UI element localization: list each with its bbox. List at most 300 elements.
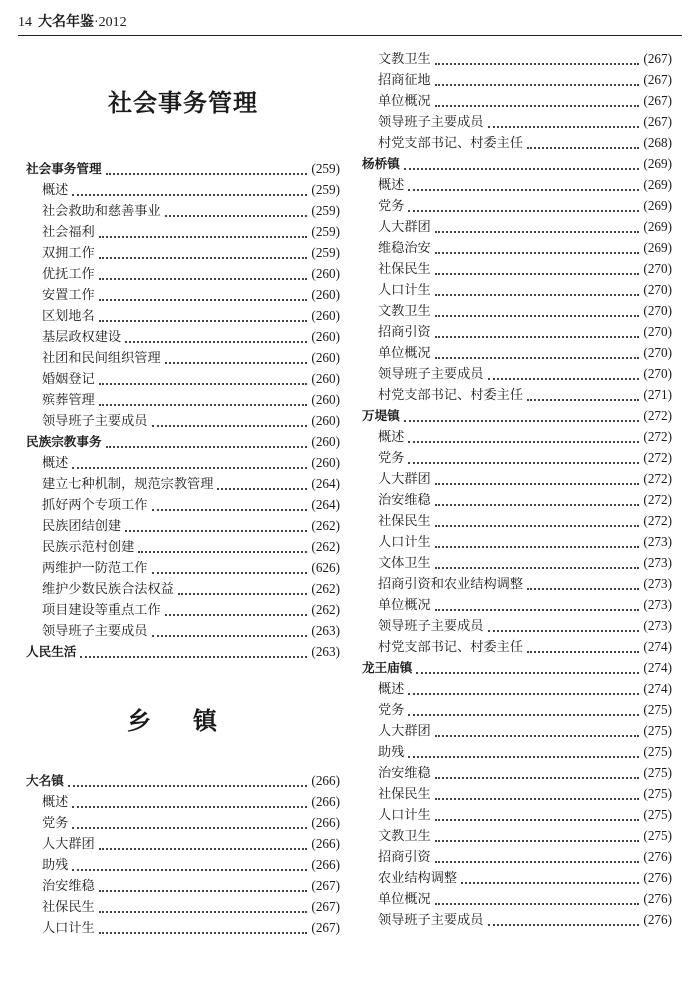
entry-title: 人口计生 xyxy=(378,283,431,298)
dot-leader xyxy=(435,475,640,485)
toc-entry[interactable] xyxy=(26,620,340,641)
entry-page-number: (270) xyxy=(643,303,672,318)
entry-title: 领导班子主要成员 xyxy=(378,619,484,634)
entry-title: 婚姻登记 xyxy=(42,372,95,387)
entry-title: 概述 xyxy=(378,430,405,445)
dot-leader xyxy=(488,622,640,632)
toc-entry[interactable] xyxy=(362,825,672,846)
dot-leader xyxy=(99,291,308,301)
entry-page-number: (259) xyxy=(311,182,340,197)
dot-leader xyxy=(435,517,640,527)
entry-title: 人民生活 xyxy=(26,644,77,659)
entry-title: 民族团结创建 xyxy=(42,519,122,534)
entry-title: 文教卫生 xyxy=(378,52,431,67)
entry-page-number: (273) xyxy=(643,597,672,612)
dot-leader xyxy=(488,370,640,380)
entry-title: 单位概况 xyxy=(378,598,431,613)
toc-entry[interactable] xyxy=(26,389,340,410)
entry-title: 招商引资和农业结构调整 xyxy=(378,577,524,592)
entry-page-number: (270) xyxy=(643,324,672,339)
dot-leader xyxy=(152,417,308,427)
toc-entry[interactable] xyxy=(26,305,340,326)
entry-page-number: (269) xyxy=(643,240,672,255)
entry-title: 人大群团 xyxy=(42,837,95,852)
entry-title: 大名镇 xyxy=(26,773,64,788)
entry-title: 社会福利 xyxy=(42,225,95,240)
dot-leader xyxy=(72,861,307,871)
entry-title: 文体卫生 xyxy=(378,556,431,571)
entry-page-number: (262) xyxy=(311,602,340,617)
entry-page-number: (259) xyxy=(311,224,340,239)
dot-leader xyxy=(435,559,640,569)
left-column xyxy=(26,48,340,938)
toc-heading-entry[interactable] xyxy=(26,770,340,791)
toc-entry[interactable] xyxy=(26,896,340,917)
entry-title: 社会事务管理 xyxy=(26,161,102,176)
dot-leader xyxy=(435,601,640,611)
dot-leader xyxy=(178,585,308,595)
toc-entry[interactable] xyxy=(26,578,340,599)
dot-leader xyxy=(527,139,639,149)
entry-title: 村党支部书记、村委主任 xyxy=(378,640,524,655)
entry-title: 助残 xyxy=(378,745,405,760)
entry-title: 党务 xyxy=(42,816,69,831)
entry-page-number: (260) xyxy=(311,455,340,470)
dot-leader xyxy=(527,643,639,653)
entry-page-number: (267) xyxy=(643,93,672,108)
entry-title: 杨桥镇 xyxy=(362,156,400,171)
dot-leader xyxy=(435,265,640,275)
entry-title: 村党支部书记、村委主任 xyxy=(378,388,524,403)
entry-title: 文教卫生 xyxy=(378,829,431,844)
entry-title: 领导班子主要成员 xyxy=(42,414,148,429)
toc-entry[interactable] xyxy=(26,347,340,368)
toc-entry[interactable] xyxy=(362,573,672,594)
section-title-townships: 乡镇 xyxy=(127,707,259,735)
entry-page-number: (267) xyxy=(643,51,672,66)
entry-page-number: (273) xyxy=(643,555,672,570)
toc-entry[interactable] xyxy=(26,557,340,578)
entry-page-number: (267) xyxy=(311,899,340,914)
dot-leader xyxy=(99,228,308,238)
toc-entry[interactable] xyxy=(26,410,340,431)
entry-page-number: (274) xyxy=(643,681,672,696)
entry-page-number: (275) xyxy=(643,744,672,759)
toc-group-social-affairs xyxy=(26,158,340,662)
entry-title: 领导班子主要成员 xyxy=(42,624,148,639)
dot-leader xyxy=(106,165,308,175)
toc-entry[interactable] xyxy=(362,552,672,573)
dot-leader xyxy=(99,312,308,322)
book-year: ·2012 xyxy=(94,15,127,30)
entry-page-number: (260) xyxy=(311,413,340,428)
toc-entry[interactable] xyxy=(26,326,340,347)
dot-leader xyxy=(435,76,640,86)
toc-entry[interactable] xyxy=(26,263,340,284)
entry-page-number: (259) xyxy=(311,161,340,176)
toc-entry[interactable] xyxy=(26,791,340,812)
entry-page-number: (260) xyxy=(311,434,340,449)
entry-page-number: (626) xyxy=(311,560,340,575)
dot-leader xyxy=(165,207,308,217)
entry-title: 人口计生 xyxy=(378,808,431,823)
dot-leader xyxy=(99,903,308,913)
entry-page-number: (270) xyxy=(643,261,672,276)
entry-title: 人口计生 xyxy=(378,535,431,550)
entry-title: 抓好两个专项工作 xyxy=(42,498,148,513)
dot-leader xyxy=(165,354,308,364)
entry-title: 社团和民间组织管理 xyxy=(42,351,161,366)
toc-entry[interactable] xyxy=(26,242,340,263)
toc-entry[interactable] xyxy=(26,494,340,515)
toc-entry[interactable] xyxy=(362,342,672,363)
dot-leader xyxy=(408,454,639,464)
entry-page-number: (267) xyxy=(311,878,340,893)
entry-title: 领导班子主要成员 xyxy=(378,367,484,382)
entry-title: 维护少数民族合法权益 xyxy=(42,582,174,597)
toc-entry[interactable] xyxy=(26,200,340,221)
toc-entry[interactable] xyxy=(362,699,672,720)
toc-group-right xyxy=(362,48,672,930)
entry-title: 人口计生 xyxy=(42,921,95,936)
entry-page-number: (270) xyxy=(643,345,672,360)
dot-leader xyxy=(435,832,640,842)
entry-page-number: (275) xyxy=(643,723,672,738)
dot-leader xyxy=(99,924,308,934)
entry-page-number: (274) xyxy=(643,660,672,675)
dot-leader xyxy=(435,790,640,800)
entry-page-number: (260) xyxy=(311,329,340,344)
entry-title: 区划地名 xyxy=(42,309,95,324)
toc-entry[interactable] xyxy=(362,678,672,699)
entry-title: 治安维稳 xyxy=(378,493,431,508)
entry-page-number: (272) xyxy=(643,492,672,507)
entry-page-number: (262) xyxy=(311,518,340,533)
toc-entry[interactable] xyxy=(26,599,340,620)
entry-title: 党务 xyxy=(378,703,405,718)
toc-entry[interactable] xyxy=(26,833,340,854)
entry-title: 龙王庙镇 xyxy=(362,660,413,675)
page-number: 14 xyxy=(18,15,32,30)
dot-leader xyxy=(408,706,639,716)
entry-page-number: (275) xyxy=(643,765,672,780)
toc-entry[interactable] xyxy=(362,531,672,552)
toc-entry[interactable] xyxy=(26,179,340,200)
dot-leader xyxy=(408,181,639,191)
toc-heading-entry[interactable] xyxy=(26,431,340,452)
entry-title: 基层政权建设 xyxy=(42,330,122,345)
toc-entry[interactable] xyxy=(26,368,340,389)
toc-entry[interactable] xyxy=(362,237,672,258)
entry-page-number: (260) xyxy=(311,350,340,365)
book-title: 大名年鉴 xyxy=(38,14,94,30)
dot-leader xyxy=(435,727,640,737)
dot-leader xyxy=(527,391,639,401)
entry-title: 招商引资 xyxy=(378,325,431,340)
toc-heading-entry[interactable] xyxy=(362,153,672,174)
entry-page-number: (264) xyxy=(311,497,340,512)
entry-page-number: (267) xyxy=(311,920,340,935)
toc-group-townships xyxy=(26,770,340,938)
toc-entry[interactable] xyxy=(362,321,672,342)
entry-page-number: (260) xyxy=(311,371,340,386)
dot-leader xyxy=(404,160,640,170)
toc-entry[interactable] xyxy=(362,594,672,615)
entry-page-number: (273) xyxy=(643,618,672,633)
page-header xyxy=(18,10,682,36)
entry-page-number: (272) xyxy=(643,429,672,444)
toc-entry[interactable] xyxy=(362,720,672,741)
entry-page-number: (275) xyxy=(643,702,672,717)
dot-leader xyxy=(461,874,639,884)
toc-entry[interactable] xyxy=(362,216,672,237)
entry-page-number: (276) xyxy=(643,870,672,885)
dot-leader xyxy=(435,97,640,107)
entry-title: 安置工作 xyxy=(42,288,95,303)
dot-leader xyxy=(488,118,640,128)
entry-title: 优抚工作 xyxy=(42,267,95,282)
entry-page-number: (270) xyxy=(643,366,672,381)
dot-leader xyxy=(435,853,640,863)
toc-entry[interactable] xyxy=(362,846,672,867)
entry-page-number: (272) xyxy=(643,471,672,486)
dot-leader xyxy=(435,496,640,506)
entry-title: 农业结构调整 xyxy=(378,871,458,886)
entry-page-number: (268) xyxy=(643,135,672,150)
toc-entry[interactable] xyxy=(362,279,672,300)
dot-leader xyxy=(152,564,308,574)
right-column xyxy=(362,48,672,930)
toc-heading-entry[interactable] xyxy=(26,641,340,662)
entry-title: 殡葬管理 xyxy=(42,393,95,408)
entry-page-number: (274) xyxy=(643,639,672,654)
entry-page-number: (276) xyxy=(643,912,672,927)
dot-leader xyxy=(138,543,307,553)
dot-leader xyxy=(408,748,639,758)
entry-title: 两维护一防范工作 xyxy=(42,561,148,576)
entry-title: 概述 xyxy=(42,183,69,198)
dot-leader xyxy=(435,895,640,905)
entry-title: 社会救助和慈善事业 xyxy=(42,204,161,219)
entry-page-number: (266) xyxy=(311,773,340,788)
entry-page-number: (275) xyxy=(643,807,672,822)
toc-entry[interactable] xyxy=(26,473,340,494)
entry-title: 民族示范村创建 xyxy=(42,540,135,555)
toc-entry[interactable] xyxy=(362,447,672,468)
toc-entry[interactable] xyxy=(362,741,672,762)
dot-leader xyxy=(435,307,640,317)
toc-entry[interactable] xyxy=(362,384,672,405)
toc-entry[interactable] xyxy=(362,69,672,90)
entry-title: 领导班子主要成员 xyxy=(378,115,484,130)
entry-page-number: (273) xyxy=(643,534,672,549)
dot-leader xyxy=(152,627,308,637)
entry-title: 党务 xyxy=(378,199,405,214)
entry-title: 助残 xyxy=(42,858,69,873)
toc-entry[interactable] xyxy=(26,854,340,875)
dot-leader xyxy=(408,202,639,212)
toc-entry[interactable] xyxy=(362,489,672,510)
entry-page-number: (272) xyxy=(643,513,672,528)
dot-leader xyxy=(435,223,640,233)
dot-leader xyxy=(435,286,640,296)
toc-entry[interactable] xyxy=(362,468,672,489)
toc-entry[interactable] xyxy=(26,452,340,473)
entry-title: 文教卫生 xyxy=(378,304,431,319)
toc-entry[interactable] xyxy=(362,174,672,195)
entry-page-number: (263) xyxy=(311,644,340,659)
dot-leader xyxy=(408,685,639,695)
entry-page-number: (260) xyxy=(311,392,340,407)
toc-entry[interactable] xyxy=(26,917,340,938)
entry-title: 党务 xyxy=(378,451,405,466)
dot-leader xyxy=(68,777,308,787)
entry-page-number: (272) xyxy=(643,450,672,465)
entry-page-number: (259) xyxy=(311,245,340,260)
entry-page-number: (275) xyxy=(643,828,672,843)
entry-page-number: (269) xyxy=(643,156,672,171)
entry-title: 维稳治安 xyxy=(378,241,431,256)
toc-entry[interactable] xyxy=(26,875,340,896)
dot-leader xyxy=(99,840,308,850)
entry-title: 民族宗教事务 xyxy=(26,434,102,449)
entry-page-number: (276) xyxy=(643,849,672,864)
entry-page-number: (269) xyxy=(643,177,672,192)
toc-entry[interactable] xyxy=(362,300,672,321)
entry-page-number: (264) xyxy=(311,476,340,491)
toc-entry[interactable] xyxy=(362,804,672,825)
dot-leader xyxy=(99,249,308,259)
entry-page-number: (260) xyxy=(311,308,340,323)
toc-entry[interactable] xyxy=(362,258,672,279)
dot-leader xyxy=(152,501,308,511)
toc-entry[interactable] xyxy=(362,636,672,657)
dot-leader xyxy=(99,396,308,406)
entry-page-number: (269) xyxy=(643,219,672,234)
dot-leader xyxy=(435,769,640,779)
toc-entry[interactable] xyxy=(362,888,672,909)
entry-page-number: (269) xyxy=(643,198,672,213)
entry-page-number: (262) xyxy=(311,581,340,596)
toc-entry[interactable] xyxy=(362,510,672,531)
toc-entry[interactable] xyxy=(362,48,672,69)
dot-leader xyxy=(435,538,640,548)
toc-entry[interactable] xyxy=(362,363,672,384)
entry-title: 单位概况 xyxy=(378,94,431,109)
toc-entry[interactable] xyxy=(26,536,340,557)
entry-page-number: (263) xyxy=(311,623,340,638)
entry-title: 社保民生 xyxy=(378,262,431,277)
dot-leader xyxy=(72,459,307,469)
entry-page-number: (267) xyxy=(643,72,672,87)
dot-leader xyxy=(72,186,307,196)
entry-page-number: (266) xyxy=(311,794,340,809)
dot-leader xyxy=(99,375,308,385)
entry-title: 单位概况 xyxy=(378,346,431,361)
section-title-social-affairs: 社会事务管理 xyxy=(108,89,258,117)
entry-title: 建立七种机制，规范宗教管理 xyxy=(42,477,214,492)
toc-entry[interactable] xyxy=(362,90,672,111)
entry-page-number: (259) xyxy=(311,203,340,218)
toc-entry[interactable] xyxy=(362,615,672,636)
entry-page-number: (266) xyxy=(311,857,340,872)
entry-title: 双拥工作 xyxy=(42,246,95,261)
entry-page-number: (275) xyxy=(643,786,672,801)
toc-entry[interactable] xyxy=(362,909,672,930)
toc-entry[interactable] xyxy=(26,284,340,305)
entry-page-number: (262) xyxy=(311,539,340,554)
entry-title: 人大群团 xyxy=(378,472,431,487)
dot-leader xyxy=(435,328,640,338)
entry-title: 社保民生 xyxy=(42,900,95,915)
entry-title: 项目建设等重点工作 xyxy=(42,603,161,618)
entry-title: 人大群团 xyxy=(378,220,431,235)
dot-leader xyxy=(435,244,640,254)
dot-leader xyxy=(125,333,307,343)
dot-leader xyxy=(408,433,639,443)
toc-entry[interactable] xyxy=(362,867,672,888)
toc-entry[interactable] xyxy=(362,195,672,216)
dot-leader xyxy=(435,811,640,821)
entry-page-number: (260) xyxy=(311,266,340,281)
entry-title: 治安维稳 xyxy=(378,766,431,781)
entry-title: 人大群团 xyxy=(378,724,431,739)
entry-page-number: (272) xyxy=(643,408,672,423)
dot-leader xyxy=(404,412,640,422)
entry-page-number: (267) xyxy=(643,114,672,129)
dot-leader xyxy=(80,648,307,658)
entry-page-number: (276) xyxy=(643,891,672,906)
dot-leader xyxy=(99,882,308,892)
toc-entry[interactable] xyxy=(362,111,672,132)
entry-title: 招商征地 xyxy=(378,73,431,88)
toc-heading-entry[interactable] xyxy=(26,158,340,179)
toc-heading-entry[interactable] xyxy=(362,657,672,678)
dot-leader xyxy=(416,664,639,674)
dot-leader xyxy=(217,480,307,490)
dot-leader xyxy=(165,606,308,616)
entry-title: 概述 xyxy=(42,456,69,471)
entry-page-number: (266) xyxy=(311,815,340,830)
entry-title: 万堤镇 xyxy=(362,408,400,423)
entry-title: 招商引资 xyxy=(378,850,431,865)
entry-title: 领导班子主要成员 xyxy=(378,913,484,928)
toc-entry[interactable] xyxy=(362,132,672,153)
toc-entry[interactable] xyxy=(26,812,340,833)
entry-title: 村党支部书记、村委主任 xyxy=(378,136,524,151)
toc-entry[interactable] xyxy=(362,783,672,804)
dot-leader xyxy=(72,798,307,808)
entry-page-number: (273) xyxy=(643,576,672,591)
toc-entry[interactable] xyxy=(26,515,340,536)
entry-title: 概述 xyxy=(378,178,405,193)
dot-leader xyxy=(99,270,308,280)
entry-title: 社保民生 xyxy=(378,514,431,529)
entry-title: 概述 xyxy=(42,795,69,810)
dot-leader xyxy=(106,438,308,448)
toc-heading-entry[interactable] xyxy=(362,405,672,426)
entry-title: 治安维稳 xyxy=(42,879,95,894)
entry-title: 单位概况 xyxy=(378,892,431,907)
toc-entry[interactable] xyxy=(362,762,672,783)
dot-leader xyxy=(488,916,640,926)
dot-leader xyxy=(435,55,640,65)
entry-page-number: (271) xyxy=(643,387,672,402)
toc-entry[interactable] xyxy=(362,426,672,447)
entry-page-number: (266) xyxy=(311,836,340,851)
entry-page-number: (260) xyxy=(311,287,340,302)
toc-entry[interactable] xyxy=(26,221,340,242)
